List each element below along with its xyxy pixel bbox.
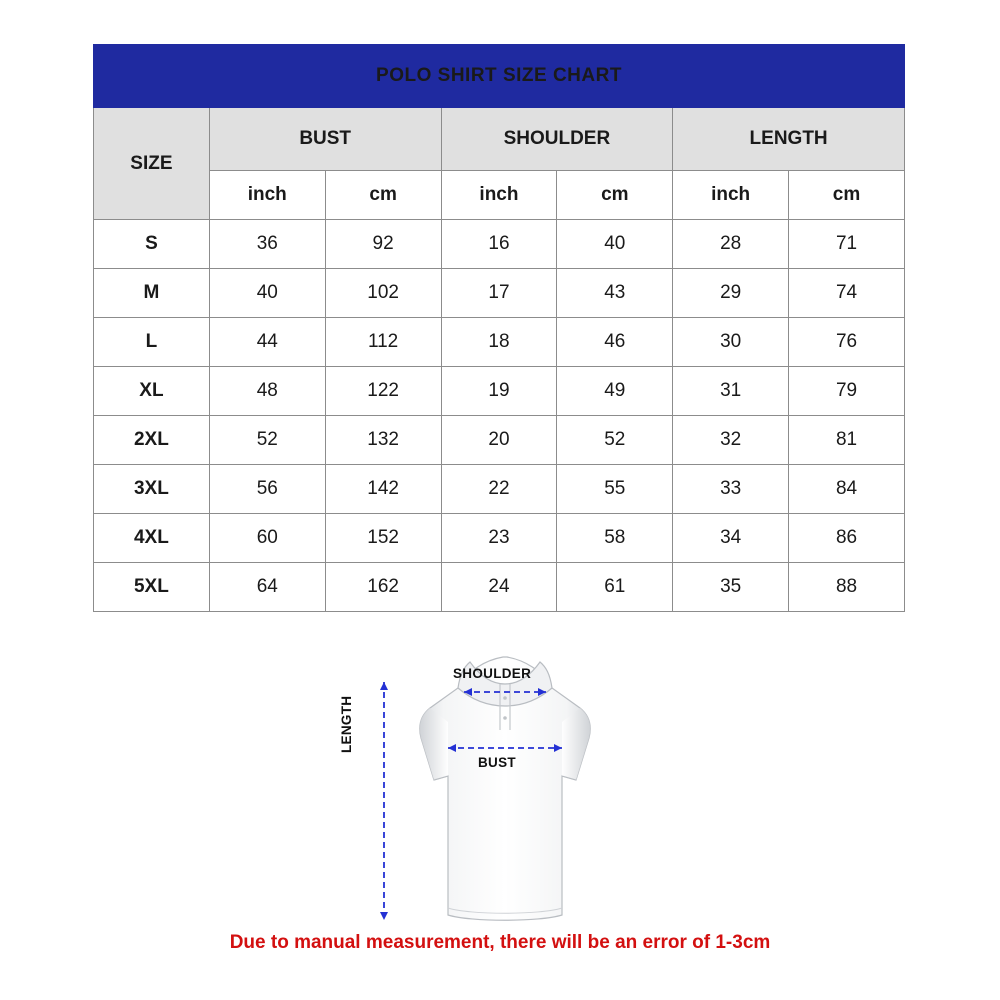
cell-bust-cm: 142 [325, 465, 441, 514]
cell-shoulder-inch: 19 [441, 367, 557, 416]
cell-shoulder-cm: 46 [557, 318, 673, 367]
cell-shoulder-inch: 24 [441, 563, 557, 612]
cell-size: L [94, 318, 210, 367]
cell-length-cm: 71 [789, 220, 905, 269]
cell-bust-inch: 36 [209, 220, 325, 269]
column-header-bust: BUST [209, 108, 441, 171]
table-row [94, 367, 905, 416]
cell-length-cm: 81 [789, 416, 905, 465]
measurement-note: Due to manual measurement, there will be an error of 1-3cm [229, 932, 771, 953]
cell-bust-inch: 64 [209, 563, 325, 612]
cell-bust-inch: 60 [209, 514, 325, 563]
unit-shoulder-inch: inch [441, 171, 557, 220]
cell-length-cm: 84 [789, 465, 905, 514]
table-row [94, 269, 905, 318]
cell-bust-inch: 52 [209, 416, 325, 465]
cell-shoulder-cm: 58 [557, 514, 673, 563]
unit-shoulder-cm: cm [557, 171, 673, 220]
cell-bust-inch: 44 [209, 318, 325, 367]
cell-shoulder-inch: 22 [441, 465, 557, 514]
cell-shoulder-inch: 17 [441, 269, 557, 318]
column-header-length: LENGTH [673, 108, 905, 171]
cell-bust-cm: 152 [325, 514, 441, 563]
cell-bust-inch: 40 [209, 269, 325, 318]
bust-measure-label: BUST [478, 755, 516, 770]
unit-bust-cm: cm [325, 171, 441, 220]
cell-shoulder-cm: 52 [557, 416, 673, 465]
column-header-shoulder: SHOULDER [441, 108, 673, 171]
cell-shoulder-cm: 49 [557, 367, 673, 416]
cell-size: 3XL [94, 465, 210, 514]
cell-size: M [94, 269, 210, 318]
cell-bust-cm: 122 [325, 367, 441, 416]
cell-size: S [94, 220, 210, 269]
table-title-row [94, 45, 905, 108]
table-row [94, 318, 905, 367]
table-row [94, 220, 905, 269]
cell-shoulder-inch: 23 [441, 514, 557, 563]
cell-shoulder-cm: 61 [557, 563, 673, 612]
length-measure-label: LENGTH [339, 695, 354, 753]
cell-length-inch: 28 [673, 220, 789, 269]
cell-length-cm: 76 [789, 318, 905, 367]
table-row [94, 465, 905, 514]
cell-length-inch: 32 [673, 416, 789, 465]
cell-shoulder-inch: 16 [441, 220, 557, 269]
measurement-diagram [340, 630, 670, 930]
cell-bust-cm: 112 [325, 318, 441, 367]
shoulder-measure-label: SHOULDER [453, 666, 532, 681]
cell-size: 2XL [94, 416, 210, 465]
table-row [94, 514, 905, 563]
cell-bust-cm: 132 [325, 416, 441, 465]
table-group-header-row [94, 108, 905, 171]
table-row [94, 416, 905, 465]
cell-length-cm: 79 [789, 367, 905, 416]
size-chart-table-wrapper [93, 44, 905, 612]
cell-length-inch: 33 [673, 465, 789, 514]
cell-bust-cm: 102 [325, 269, 441, 318]
cell-length-cm: 88 [789, 563, 905, 612]
cell-size: XL [94, 367, 210, 416]
cell-size: 4XL [94, 514, 210, 563]
cell-shoulder-inch: 18 [441, 318, 557, 367]
cell-length-inch: 30 [673, 318, 789, 367]
cell-length-cm: 74 [789, 269, 905, 318]
size-chart-table [93, 44, 905, 612]
cell-length-inch: 29 [673, 269, 789, 318]
unit-length-cm: cm [789, 171, 905, 220]
cell-bust-cm: 162 [325, 563, 441, 612]
column-header-size: SIZE [94, 108, 210, 220]
cell-size: 5XL [94, 563, 210, 612]
table-row [94, 563, 905, 612]
unit-bust-inch: inch [209, 171, 325, 220]
cell-length-inch: 35 [673, 563, 789, 612]
cell-shoulder-cm: 43 [557, 269, 673, 318]
cell-length-inch: 34 [673, 514, 789, 563]
cell-length-cm: 86 [789, 514, 905, 563]
cell-length-inch: 31 [673, 367, 789, 416]
page-title: POLO SHIRT SIZE CHART [94, 45, 905, 108]
unit-length-inch: inch [673, 171, 789, 220]
cell-bust-inch: 48 [209, 367, 325, 416]
cell-bust-cm: 92 [325, 220, 441, 269]
cell-shoulder-inch: 20 [441, 416, 557, 465]
cell-shoulder-cm: 40 [557, 220, 673, 269]
cell-bust-inch: 56 [209, 465, 325, 514]
cell-shoulder-cm: 55 [557, 465, 673, 514]
table-unit-row [94, 171, 905, 220]
